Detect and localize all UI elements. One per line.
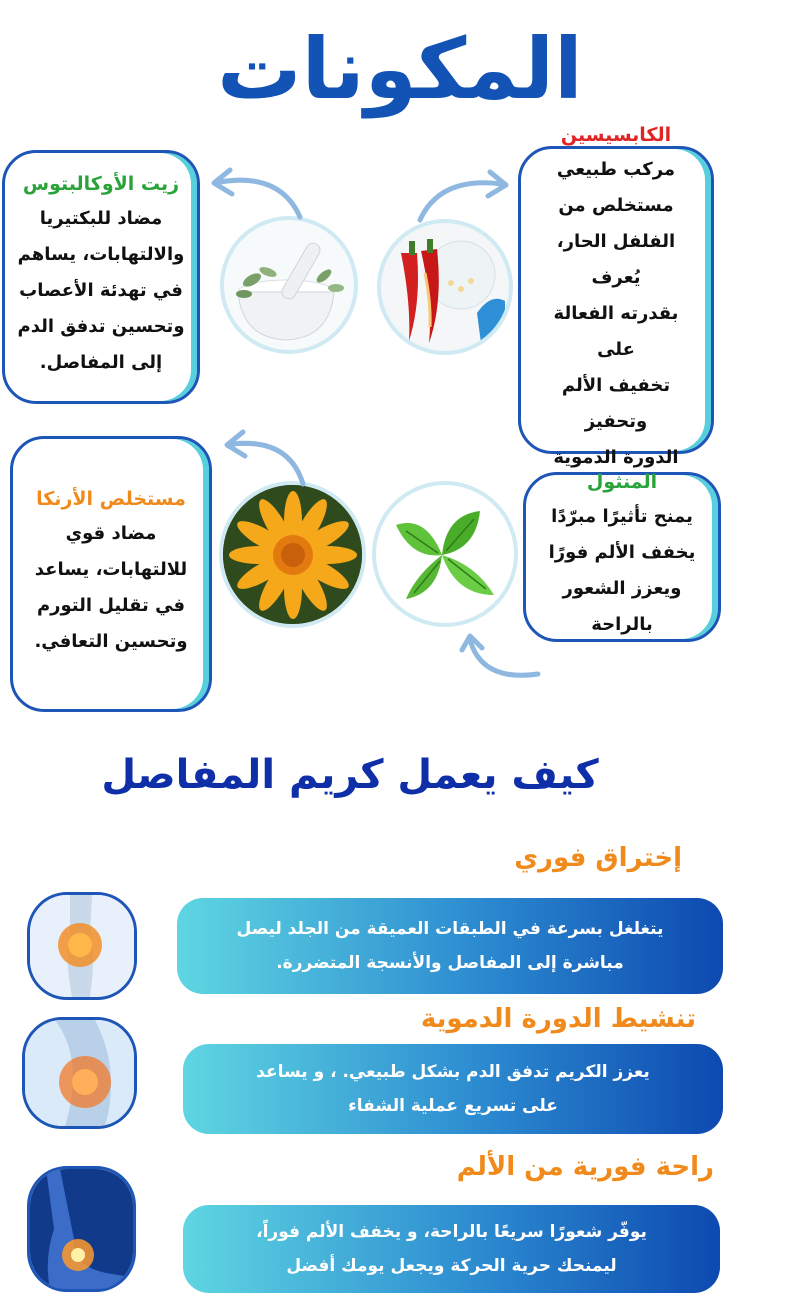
menthol-text: [538, 499, 706, 643]
eucalyptus-line: مضاد للبكتيريا: [39, 208, 163, 229]
eucalyptus-card: [2, 150, 200, 404]
flower-icon: [223, 485, 362, 624]
capsaicin-line: الفلفل الحار، يُعرف: [556, 231, 676, 288]
curved-arrow-icon: [458, 630, 548, 686]
step-1-title: إختراق فوري: [514, 843, 682, 873]
mortar-icon: [224, 220, 354, 350]
page-title: المكونات: [217, 20, 583, 118]
chili-icon: [381, 223, 509, 351]
menthol-heading: المنثول: [586, 471, 658, 493]
capsaicin-heading: الكابسيسين: [560, 124, 672, 146]
step-1-line: مباشرة إلى المفاصل والأنسجة المتضررة.: [276, 953, 624, 973]
mint-icon: [376, 485, 514, 623]
step-3-line: يوفّر شعورًا سريعًا بالراحة، و يخفف الألم فوراً،: [256, 1222, 647, 1242]
step-3-title: راحة فورية من الألم: [456, 1152, 714, 1182]
eucalyptus-text: [18, 201, 185, 381]
foot-icon: [30, 1169, 133, 1289]
how-it-works-title: كيف يعمل كريم المفاصل: [101, 752, 599, 798]
arnica-line: للالتهابات، يساعد: [34, 559, 188, 580]
arnica-heading: مستخلص الأرنكا: [36, 488, 186, 510]
step-3-line: ليمنحك حرية الحركة ويجعل يومك أفضل: [286, 1256, 617, 1276]
step-2-title: تنشيط الدورة الدموية: [420, 1004, 696, 1034]
arnica-card: [10, 436, 212, 712]
menthol-line: يخفف الألم فورًا: [548, 542, 696, 563]
foot-pain-image: [27, 1166, 136, 1292]
eucalyptus-line: في تهدئة الأعصاب: [19, 280, 183, 301]
step-2-line: يعزز الكريم تدفق الدم بشكل طبيعي. ، و يساعد: [256, 1062, 650, 1082]
curved-arrow-icon: [410, 168, 520, 228]
knee-joint-icon: [25, 1020, 134, 1126]
step-2-line: على تسريع عملية الشفاء: [348, 1096, 558, 1116]
arnica-line: وتحسين التعافي.: [34, 631, 188, 652]
menthol-line: يمنح تأثيرًا مبرّدًا: [551, 506, 693, 527]
capsaicin-line: مستخلص من: [558, 195, 674, 216]
capsaicin-line: بقدرته الفعالة على: [553, 303, 679, 360]
knee-pain-image: [27, 892, 137, 1000]
eucalyptus-line: إلى المفاصل.: [39, 352, 163, 373]
capsaicin-line: مركب طبيعي: [556, 159, 676, 180]
curved-arrow-icon: [200, 162, 310, 222]
eucalyptus-line: والالتهابات، يساهم: [17, 244, 185, 265]
arnica-text: [34, 516, 187, 660]
capsaicin-text: [533, 152, 699, 476]
menthol-card: [523, 472, 721, 642]
step-3-description: [183, 1205, 720, 1293]
chili-pepper-image: [377, 219, 513, 355]
eucalyptus-heading: زيت الأوكالبتوس: [22, 173, 180, 195]
step-1-line: يتغلغل بسرعة في الطبقات العميقة من الجلد ليصل: [236, 919, 664, 939]
arnica-flower-image: [219, 481, 366, 628]
step-1-description: [177, 898, 723, 994]
eucalyptus-line: وتحسين تدفق الدم: [17, 316, 185, 337]
arnica-line: في تقليل التورم: [36, 595, 186, 616]
curved-arrow-icon: [215, 428, 315, 488]
capsaicin-card: [518, 124, 714, 468]
arnica-line: مضاد قوي: [65, 523, 157, 544]
eucalyptus-mortar-image: [220, 216, 358, 354]
circulation-image: [22, 1017, 137, 1129]
mint-leaves-image: [372, 481, 518, 627]
capsaicin-line: الدورة الدموية: [553, 447, 679, 468]
capsaicin-line: تخفيف الألم وتحفيز: [561, 375, 671, 432]
menthol-line: ويعزز الشعور بالراحة: [562, 578, 682, 635]
knee-icon: [30, 895, 134, 997]
step-2-description: [183, 1044, 723, 1134]
